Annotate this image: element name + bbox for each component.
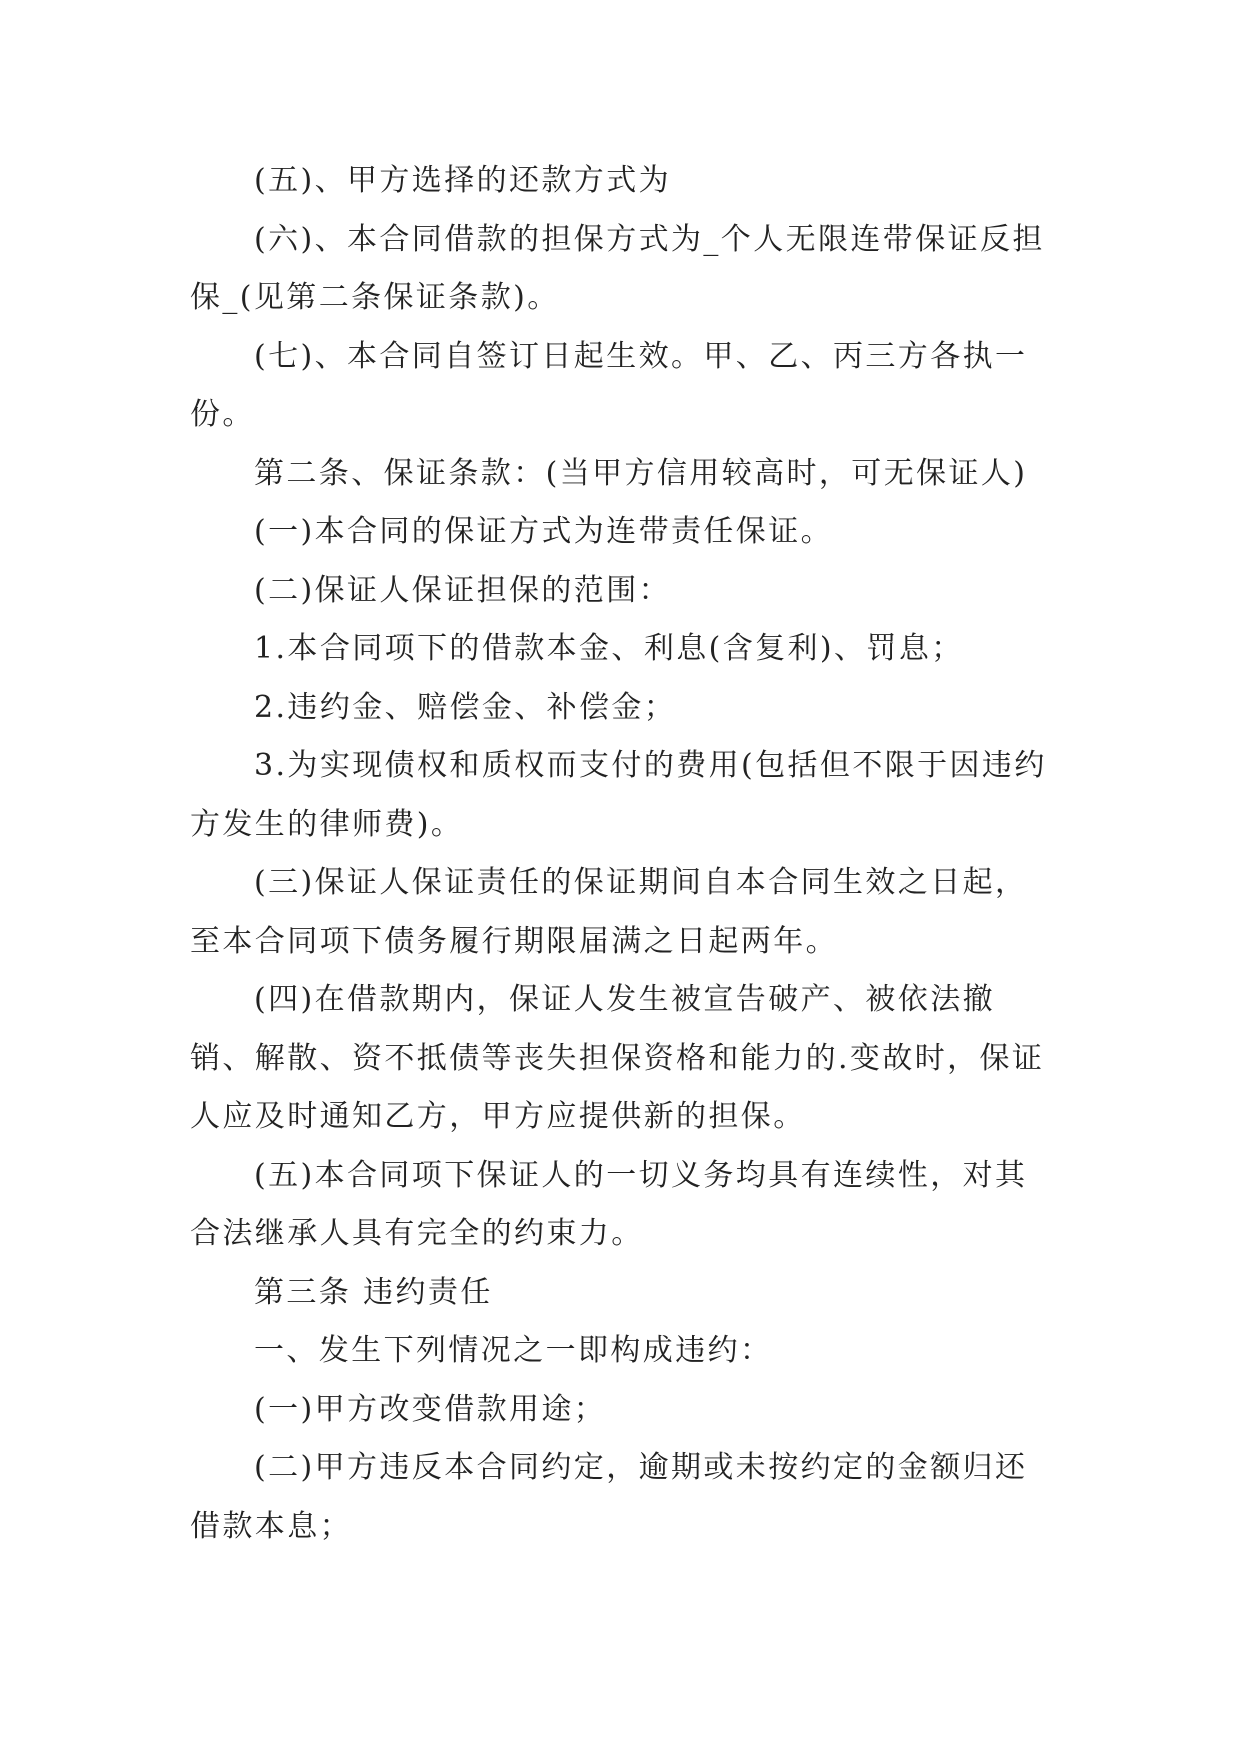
clause-repayment-method: (五)、甲方选择的还款方式为 [254, 163, 672, 198]
guarantee-scope-3: 3.为实现债权和质权而支付的费用(包括但不限于因违约方发生的律师费)。 [190, 748, 1047, 842]
guarantee-item-1: (一)本合同的保证方式为连带责任保证。 [254, 514, 834, 549]
guarantee-item-3: (三)保证人保证责任的保证期间自本合同生效之日起，至本合同项下债务履行期限届满之日起两年。 [190, 865, 1028, 959]
guarantee-item-2: (二)保证人保证担保的范围： [254, 572, 672, 608]
clause-effective-date: (七)、本合同自签订日起生效。甲、乙、丙三方各执一份。 [190, 338, 1028, 432]
section-heading-breach: 第三条 违约责任 [254, 1274, 493, 1310]
guarantee-scope-1: 1.本合同项下的借款本金、利息(含复利)、罚息； [254, 631, 964, 666]
breach-item-1: (一)甲方改变借款用途； [254, 1391, 607, 1427]
guarantee-scope-2: 2.违约金、赔偿金、补偿金； [254, 689, 677, 725]
guarantee-item-4: (四)在借款期内，保证人发生被宣告破产、被依法撤销、解散、资不抵债等丧失担保资格和能力的.变故时，保证人应及时通知乙方，甲方应提供新的担保。 [190, 982, 1045, 1134]
breach-intro: 一、发生下列情况之一即构成违约： [254, 1333, 773, 1368]
clause-guarantee-method: (六)、本合同借款的担保方式为_个人无限连带保证反担保_(见第二条保证条款)。 [190, 221, 1045, 315]
guarantee-item-5: (五)本合同项下保证人的一切义务均具有连续性，对其合法继承人具有完全的约束力。 [190, 1157, 1028, 1251]
document-body [190, 152, 1050, 1556]
breach-item-2: (二)甲方违反本合同约定，逾期或未按约定的金额归还借款本息； [190, 1450, 1028, 1544]
section-heading-guarantee: 第二条、保证条款：(当甲方信用较高时，可无保证人) [254, 455, 1028, 491]
